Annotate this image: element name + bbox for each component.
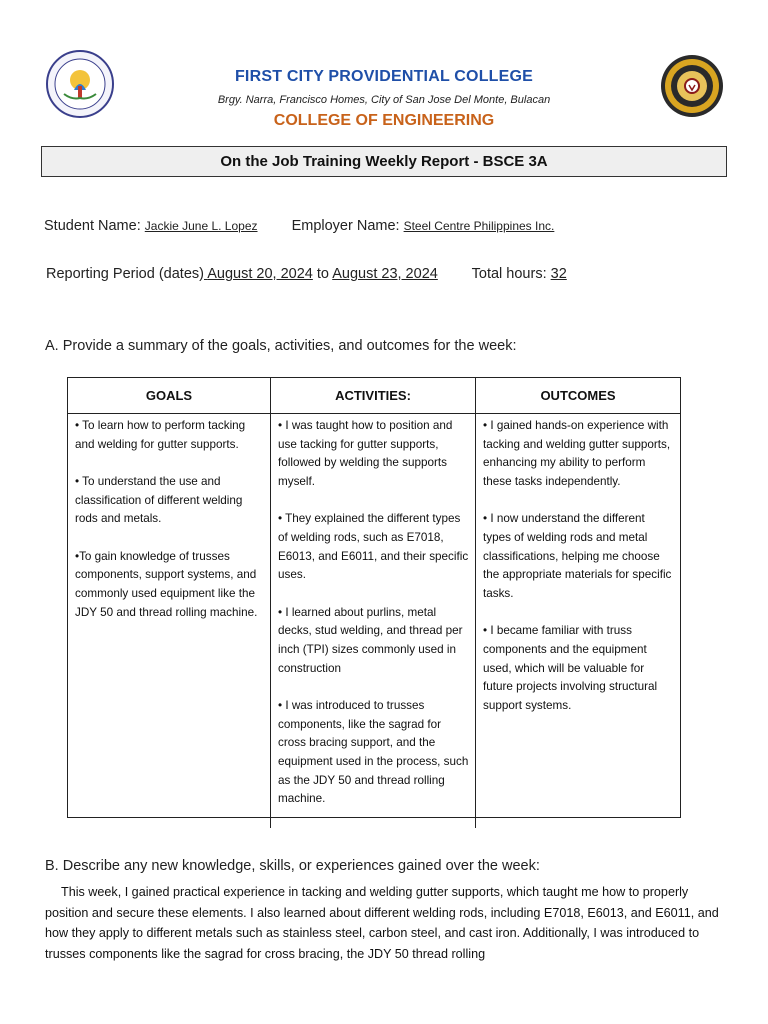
period-end-date: August 23, 2024 xyxy=(332,266,438,282)
reporting-period-label: Reporting Period (dates) xyxy=(46,266,204,282)
total-hours-label: Total hours: xyxy=(471,266,547,282)
activity-item: • I learned about purlins, metal decks, stud welding, and thread per inch (TPI) sizes commonly used in construction xyxy=(278,605,463,675)
outcome-item: • I now understand the different types of welding rods and metal classifications, helping me choose the appropriate materials for specific tasks. xyxy=(483,512,672,601)
engineering-logo xyxy=(660,54,724,118)
activity-item: • They explained the different types of welding rods, such as E7018, E6013, and E6011, and their specific uses. xyxy=(278,512,469,582)
reporting-period-line xyxy=(46,266,567,282)
goal-item: • To understand the use and classification of different welding rods and metals. xyxy=(75,474,243,526)
department-name: COLLEGE OF ENGINEERING xyxy=(273,112,495,129)
report-title: On the Job Training Weekly Report - BSCE 3A xyxy=(41,146,727,177)
outcomes-cell xyxy=(476,414,680,828)
total-hours-value: 32 xyxy=(550,266,567,282)
activity-item: • I was introduced to trusses components, like the sagrad for cross bracing support, and the equipment used in the process, such as the JDY 50 and thread rolling machine. xyxy=(278,698,469,806)
employer-name-value: Steel Centre Philippines Inc. xyxy=(403,219,555,233)
activity-item: • I was taught how to position and use tacking for gutter supports, followed by welding the supports myself. xyxy=(278,419,453,489)
college-address: Brgy. Narra, Francisco Homes, City of San Jose Del Monte, Bulacan xyxy=(217,94,551,106)
goal-item: •To gain knowledge of trusses components, support systems, and commonly used equipment like the JDY 50 and thread rolling machine. xyxy=(75,549,258,619)
goals-cell xyxy=(68,414,271,828)
section-b-paragraph: This week, I gained practical experience in tacking and welding gutter supports, which taught me how to properly position and secure these elements. I also learned about different welding rods, including E7018, E6013, and E6011, and how they apply to different metals such as stainless steel, carbon steel, and cast iron. Additionally, I was introduced to trusses components like the sagrad for cross bracing, the JDY 50 thread rolling xyxy=(45,885,719,961)
outcome-item: • I became familiar with truss components and the equipment used, which will be valuable for future projects involving structural support systems. xyxy=(483,624,658,713)
table-header-goals: GOALS xyxy=(68,378,271,414)
outcome-item: • I gained hands-on experience with tacking and welding gutter supports, enhancing my ability to perform these tasks independently. xyxy=(483,419,671,489)
college-name: FIRST CITY PROVIDENTIAL COLLEGE xyxy=(234,68,534,85)
employer-name-label: Employer Name: xyxy=(291,218,400,234)
student-employer-line xyxy=(44,218,554,234)
period-start-date: August 20, 2024 xyxy=(207,266,313,282)
table-header-activities: ACTIVITIES: xyxy=(271,378,476,414)
goal-item: • To learn how to perform tacking and welding for gutter supports. xyxy=(75,419,246,451)
period-to-word: to xyxy=(316,266,329,282)
summary-table xyxy=(67,377,681,818)
table-header-outcomes: OUTCOMES xyxy=(476,378,680,414)
section-a-prompt: A. Provide a summary of the goals, activities, and outcomes for the week: xyxy=(45,338,517,354)
activities-cell xyxy=(271,414,476,828)
student-name-value: Jackie June L. Lopez xyxy=(144,219,258,233)
section-b-prompt: B. Describe any new knowledge, skills, or experiences gained over the week: xyxy=(45,858,540,874)
student-name-label: Student Name: xyxy=(44,218,141,234)
